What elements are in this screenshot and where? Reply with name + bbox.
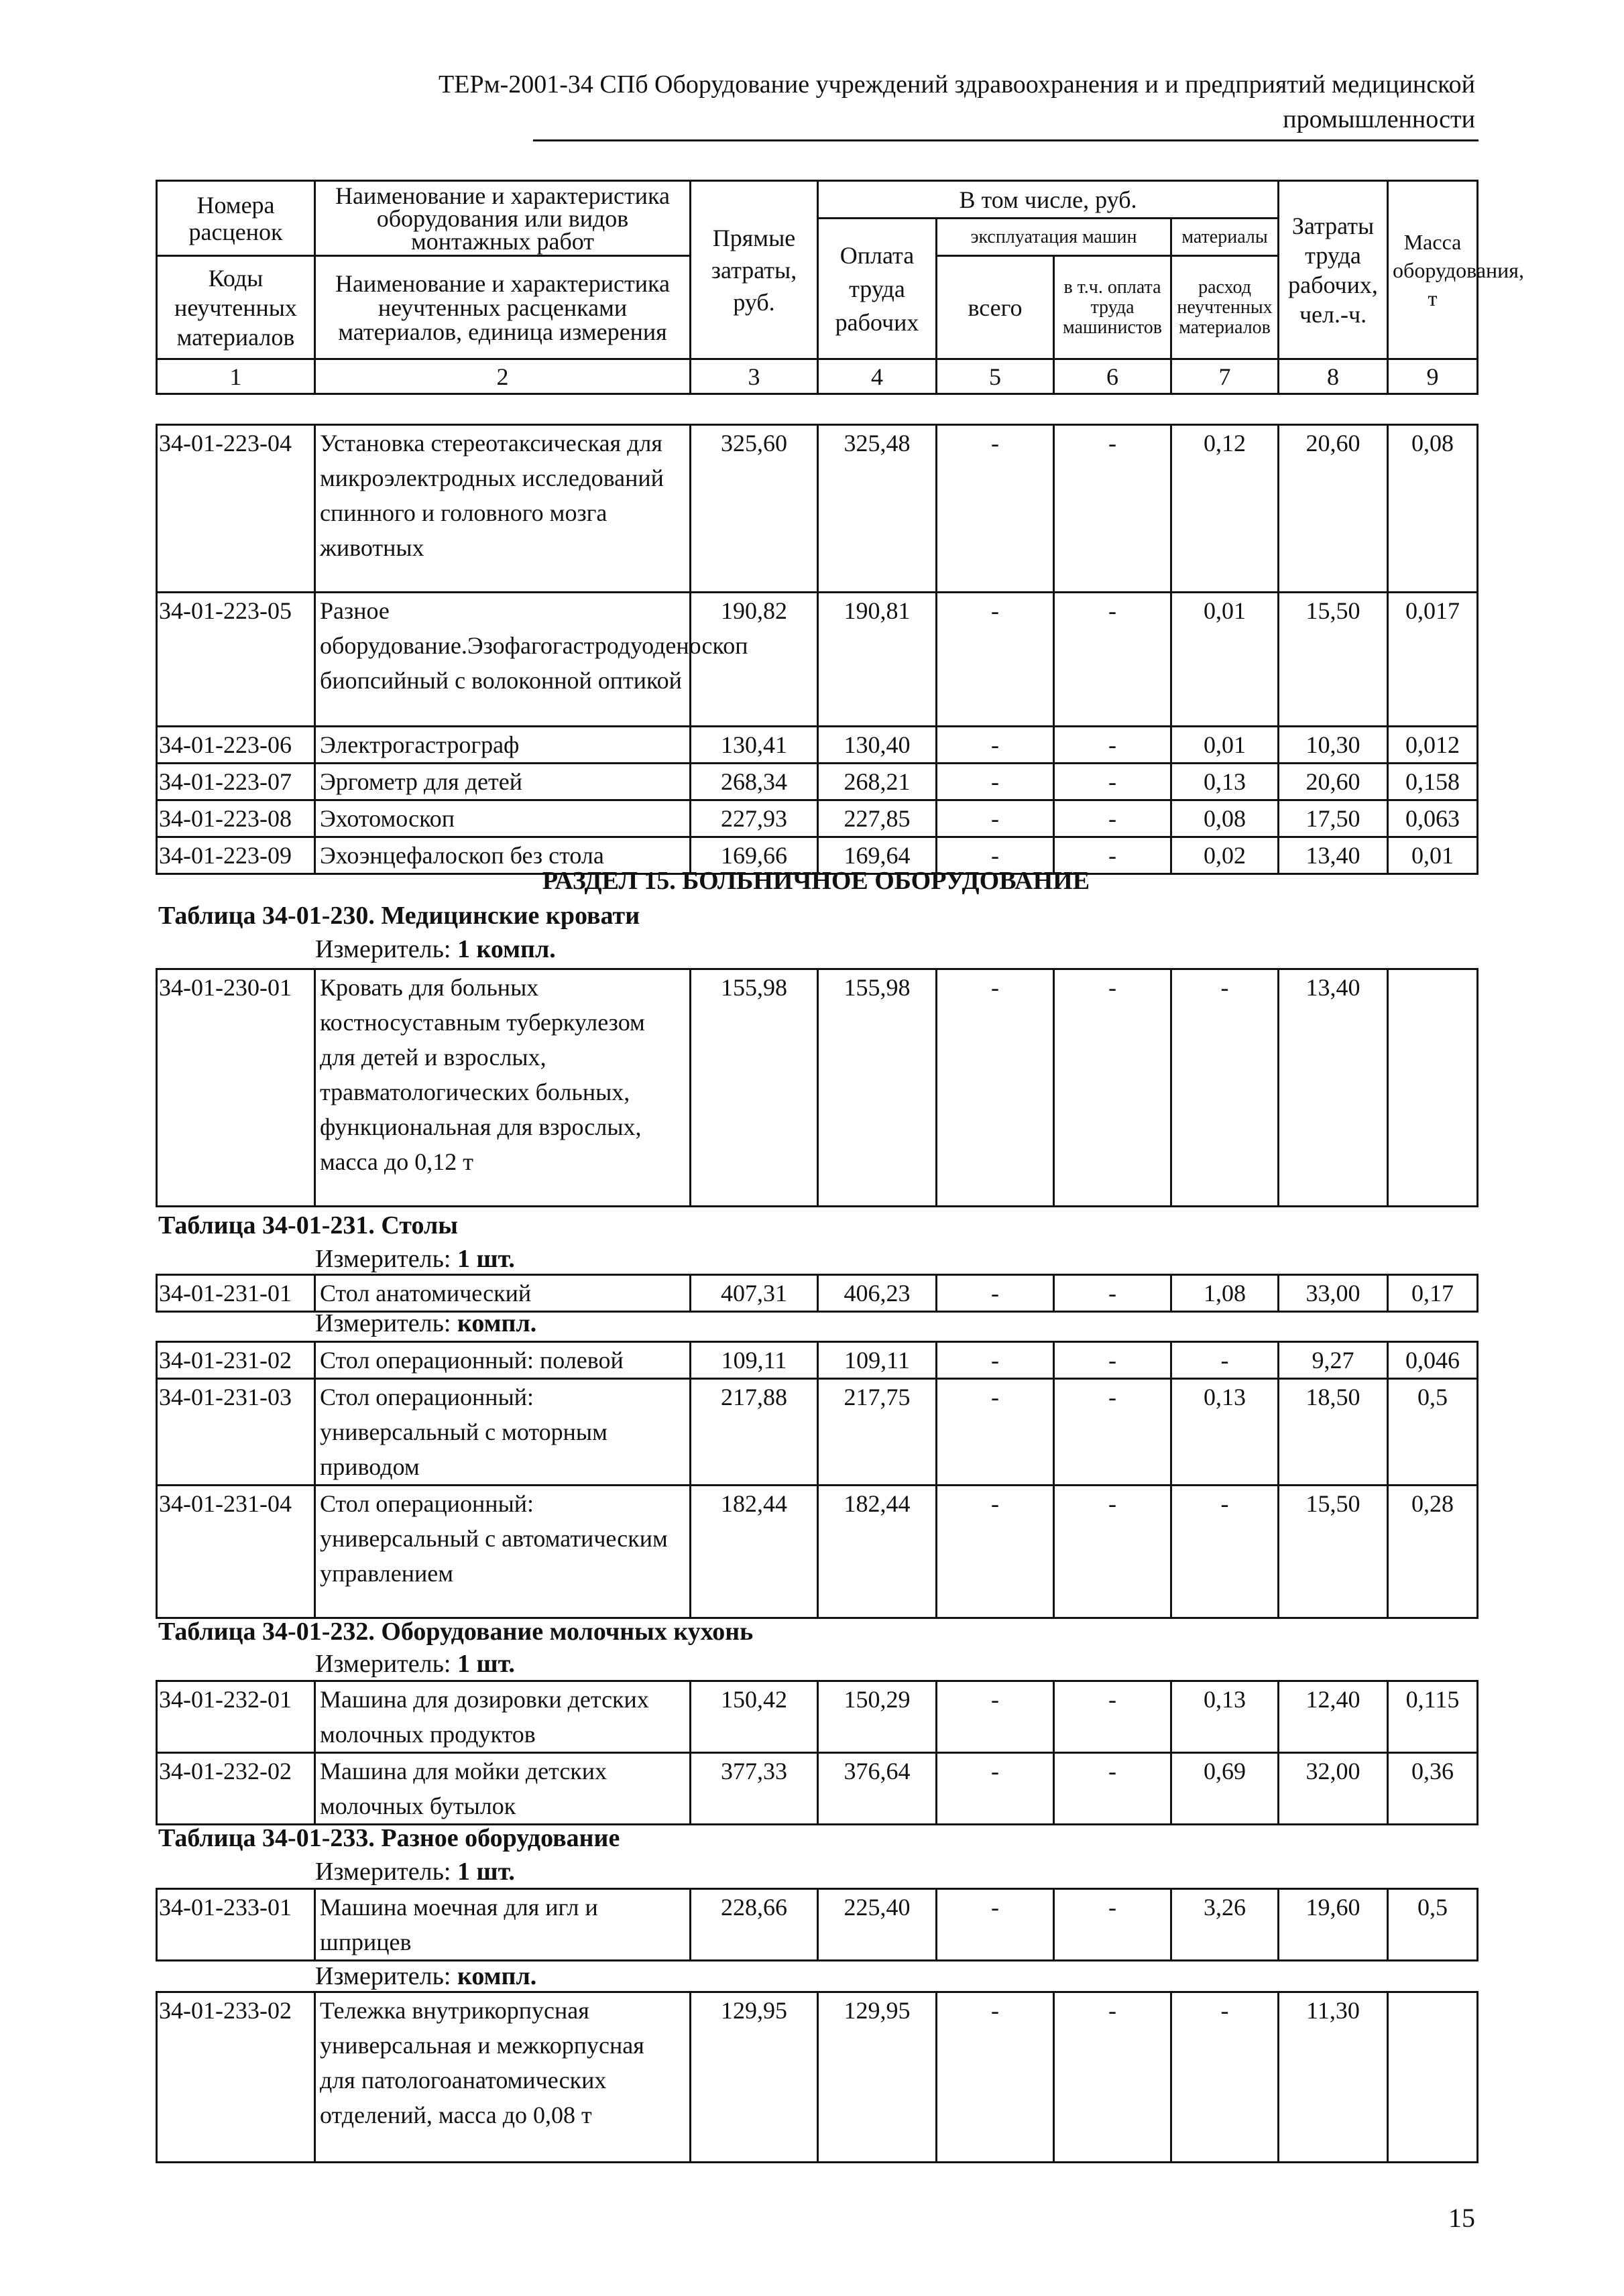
materials-cost: 1,08 [1171,1275,1279,1312]
equipment-mass: 0,012 [1388,727,1478,764]
direct-cost: 217,88 [691,1379,818,1486]
materials-cost: - [1171,1486,1279,1618]
equipment-mass: 0,36 [1388,1753,1478,1825]
materials-cost: 0,13 [1171,1681,1279,1753]
hd-num: 3 [691,359,818,394]
work-name: Разное оборудование.Эзофагогастродуоденоскоп биопсийный с волоконной оптикой [315,593,691,727]
labor-hours: 20,60 [1279,425,1388,593]
labor-cost: 155,98 [818,969,937,1207]
machinist-labor: - [1054,1379,1171,1486]
direct-cost: 228,66 [691,1889,818,1961]
materials-cost: - [1171,969,1279,1207]
labor-hours: 17,50 [1279,800,1388,837]
direct-cost: 407,31 [691,1275,818,1312]
rate-code: 34-01-231-02 [157,1342,315,1379]
equipment-mass: 0,17 [1388,1275,1478,1312]
rate-table-232 [156,1680,1478,1825]
equipment-mass: 0,28 [1388,1486,1478,1618]
materials-cost: - [1171,1992,1279,2163]
labor-cost: 268,21 [818,764,937,800]
hd-num: 8 [1279,359,1388,394]
rate-table-233b [156,1991,1478,2163]
machinist-labor: - [1054,727,1171,764]
labor-hours: 19,60 [1279,1889,1388,1961]
direct-cost: 182,44 [691,1486,818,1618]
table-row [157,800,1478,837]
direct-cost: 129,95 [691,1992,818,2163]
labor-hours: 32,00 [1279,1753,1388,1825]
work-name: Установка стереотаксическая для микроэлектродных исследований спинного и головного мозга животных [315,425,691,593]
table-231-unit2 [315,1309,536,1338]
hd-num: 6 [1054,359,1171,394]
work-name: Эхотомоскоп [315,800,691,837]
work-name: Машина моечная для игл и шприцев [315,1889,691,1961]
machine-cost: - [937,764,1054,800]
hd-num: 2 [315,359,691,394]
rate-code: 34-01-233-02 [157,1992,315,2163]
direct-cost: 190,82 [691,593,818,727]
work-name: Машина для дозировки детских молочных продуктов [315,1681,691,1753]
labor-cost: 150,29 [818,1681,937,1753]
machine-cost: - [937,1681,1054,1753]
equipment-mass [1388,969,1478,1207]
materials-cost: 0,69 [1171,1753,1279,1825]
hd-materials: материалы [1171,219,1279,256]
running-header-line1: ТЕРм-2001-34 СПб Оборудование учреждений здравоохранения и и предприятий медицинской [439,70,1475,99]
materials-cost: 0,02 [1171,837,1279,874]
labor-cost: 225,40 [818,1889,937,1961]
rate-code: 34-01-231-03 [157,1379,315,1486]
table-row [157,1275,1478,1312]
table-row [157,1342,1478,1379]
machine-cost: - [937,1889,1054,1961]
section-heading: РАЗДЕЛ 15. БОЛЬНИЧНОЕ ОБОРУДОВАНИЕ [542,867,1090,895]
unit-label: Измеритель: [315,1962,451,1990]
equipment-mass: 0,5 [1388,1379,1478,1486]
direct-cost: 130,41 [691,727,818,764]
machine-cost: - [937,1753,1054,1825]
hd-col2-top: Наименование и характеристика оборудования или видов монтажных работ [315,181,691,256]
materials-cost: 0,01 [1171,727,1279,764]
rate-table-231b [156,1341,1478,1619]
hd-num: 1 [157,359,315,394]
labor-hours: 13,40 [1279,837,1388,874]
rate-code: 34-01-223-07 [157,764,315,800]
unit-value: 1 шт. [457,1858,515,1886]
table-231-unit [315,1244,515,1274]
hd-col1-top: Номера расценок [157,181,315,256]
machine-cost: - [937,1379,1054,1486]
hd-col3: Прямые затраты, руб. [691,181,818,359]
materials-cost: - [1171,1342,1279,1379]
machine-cost: - [937,1342,1054,1379]
materials-cost: 0,12 [1171,425,1279,593]
hd-num: 5 [937,359,1054,394]
hd-num: 4 [818,359,937,394]
labor-cost: 217,75 [818,1379,937,1486]
table-232-title: Таблица 34-01-232. Оборудование молочных кухонь [158,1618,754,1646]
hd-col8: Затраты труда рабочих, чел.-ч. [1279,181,1388,359]
table-233-unit [315,1857,515,1886]
direct-cost: 227,93 [691,800,818,837]
table-row [157,1753,1478,1825]
equipment-mass: 0,158 [1388,764,1478,800]
machinist-labor: - [1054,1753,1171,1825]
equipment-mass: 0,08 [1388,425,1478,593]
direct-cost: 377,33 [691,1753,818,1825]
equipment-mass: 0,01 [1388,837,1478,874]
direct-cost: 155,98 [691,969,818,1207]
work-name: Машина для мойки детских молочных бутылок [315,1753,691,1825]
equipment-mass: 0,017 [1388,593,1478,727]
machinist-labor: - [1054,1275,1171,1312]
machinist-labor: - [1054,969,1171,1207]
labor-hours: 11,30 [1279,1992,1388,2163]
rate-code: 34-01-232-01 [157,1681,315,1753]
work-name: Тележка внутрикорпусная универсальная и межкорпусная для патологоанатомических отделений, масса до 0,08 т [315,1992,691,2163]
table-233-unit2 [315,1961,536,1991]
labor-hours: 12,40 [1279,1681,1388,1753]
table-row [157,425,1478,593]
table-row [157,969,1478,1207]
labor-cost: 406,23 [818,1275,937,1312]
direct-cost: 169,66 [691,837,818,874]
rate-code: 34-01-231-01 [157,1275,315,1312]
machine-cost: - [937,969,1054,1207]
equipment-mass: 0,063 [1388,800,1478,837]
machine-cost: - [937,1992,1054,2163]
direct-cost: 109,11 [691,1342,818,1379]
machinist-labor: - [1054,1486,1171,1618]
unit-label: Измеритель: [315,1245,451,1273]
labor-hours: 13,40 [1279,969,1388,1207]
rate-code: 34-01-223-05 [157,593,315,727]
work-name: Эргометр для детей [315,764,691,800]
hd-num: 7 [1171,359,1279,394]
work-name: Стол операционный: полевой [315,1342,691,1379]
materials-cost: 0,13 [1171,764,1279,800]
work-name: Стол операционный: универсальный с автоматическим управлением [315,1486,691,1618]
unit-value: компл. [457,1962,537,1990]
running-header [268,67,1475,137]
rate-code: 34-01-231-04 [157,1486,315,1618]
work-name: Стол операционный: универсальный с моторным приводом [315,1379,691,1486]
hd-col5: всего [937,256,1054,359]
table-row [157,1889,1478,1961]
machinist-labor: - [1054,1992,1171,2163]
equipment-mass [1388,1992,1478,2163]
direct-cost: 325,60 [691,425,818,593]
labor-cost: 325,48 [818,425,937,593]
labor-hours: 10,30 [1279,727,1388,764]
rate-code: 34-01-223-08 [157,800,315,837]
hd-col6: в т.ч. оплата труда машинистов [1054,256,1171,359]
labor-cost: 109,11 [818,1342,937,1379]
materials-cost: 3,26 [1171,1889,1279,1961]
equipment-mass: 0,046 [1388,1342,1478,1379]
running-header-line2: промышленности [1283,105,1475,133]
materials-cost: 0,08 [1171,800,1279,837]
rate-table-223 [156,424,1478,875]
table-row [157,727,1478,764]
table-row [157,593,1478,727]
materials-cost: 0,13 [1171,1379,1279,1486]
machinist-labor: - [1054,1342,1171,1379]
hd-col1-bottom: Коды неучтенных материалов [157,256,315,359]
machinist-labor: - [1054,800,1171,837]
page-number: 15 [1448,2203,1475,2233]
unit-label: Измеритель: [315,1858,451,1886]
machinist-labor: - [1054,837,1171,874]
unit-label: Измеритель: [315,1650,451,1678]
labor-hours: 33,00 [1279,1275,1388,1312]
work-name: Электрогастрограф [315,727,691,764]
labor-cost: 169,64 [818,837,937,874]
machine-cost: - [937,1486,1054,1618]
table-232-unit [315,1649,515,1679]
rate-code: 34-01-223-09 [157,837,315,874]
direct-cost: 150,42 [691,1681,818,1753]
equipment-mass: 0,5 [1388,1889,1478,1961]
hd-col7: расход неучтенных материалов [1171,256,1279,359]
hd-col2-bottom: Наименование и характеристика неучтенных расценками материалов, единица измерения [315,256,691,359]
table-row [157,1379,1478,1486]
machinist-labor: - [1054,1889,1171,1961]
labor-hours: 20,60 [1279,764,1388,800]
machinist-labor: - [1054,1681,1171,1753]
table-230-unit [315,934,556,964]
labor-cost: 376,64 [818,1753,937,1825]
labor-cost: 190,81 [818,593,937,727]
table-233-title: Таблица 34-01-233. Разное оборудование [158,1824,620,1852]
hd-col4: Оплата труда рабочих [818,219,937,359]
rate-table-231a [156,1274,1478,1313]
machinist-labor: - [1054,425,1171,593]
unit-label: Измеритель: [315,935,451,963]
rate-table-233a [156,1888,1478,1961]
table-row [157,1992,1478,2163]
machine-cost: - [937,727,1054,764]
machine-cost: - [937,593,1054,727]
table-231-title: Таблица 34-01-231. Столы [158,1211,458,1240]
labor-hours: 15,50 [1279,593,1388,727]
header-rule [533,139,1478,141]
hd-group: В том числе, руб. [818,181,1279,219]
rate-code: 34-01-223-04 [157,425,315,593]
hd-num: 9 [1388,359,1478,394]
hd-col9: Масса оборудования, т [1388,181,1478,359]
labor-hours: 9,27 [1279,1342,1388,1379]
machine-cost: - [937,1275,1054,1312]
labor-cost: 182,44 [818,1486,937,1618]
machine-cost: - [937,837,1054,874]
rate-table-230 [156,968,1478,1207]
machinist-labor: - [1054,593,1171,727]
table-row [157,1486,1478,1618]
rate-code: 34-01-230-01 [157,969,315,1207]
labor-hours: 15,50 [1279,1486,1388,1618]
table-row [157,764,1478,800]
unit-value: 1 шт. [457,1245,515,1273]
rate-code: 34-01-232-02 [157,1753,315,1825]
column-header-table [156,180,1525,395]
labor-hours: 18,50 [1279,1379,1388,1486]
equipment-mass: 0,115 [1388,1681,1478,1753]
hd-machines: эксплуатация машин [937,219,1171,256]
rate-code: 34-01-233-01 [157,1889,315,1961]
materials-cost: 0,01 [1171,593,1279,727]
direct-cost: 268,34 [691,764,818,800]
machine-cost: - [937,425,1054,593]
machinist-labor: - [1054,764,1171,800]
unit-label: Измеритель: [315,1309,451,1337]
table-230-title: Таблица 34-01-230. Медицинские кровати [158,902,640,930]
machine-cost: - [937,800,1054,837]
table-row [157,1681,1478,1753]
labor-cost: 130,40 [818,727,937,764]
labor-cost: 227,85 [818,800,937,837]
rate-code: 34-01-223-06 [157,727,315,764]
unit-value: 1 шт. [457,1650,515,1678]
unit-value: 1 компл. [457,935,556,963]
work-name: Кровать для больных костносуставным туберкулезом для детей и взрослых, травматологических больных, функциональная для взрослых, масса до 0,12 т [315,969,691,1207]
labor-cost: 129,95 [818,1992,937,2163]
work-name: Эхоэнцефалоскоп без стола [315,837,691,874]
work-name: Стол анатомический [315,1275,691,1312]
unit-value: компл. [457,1309,537,1337]
